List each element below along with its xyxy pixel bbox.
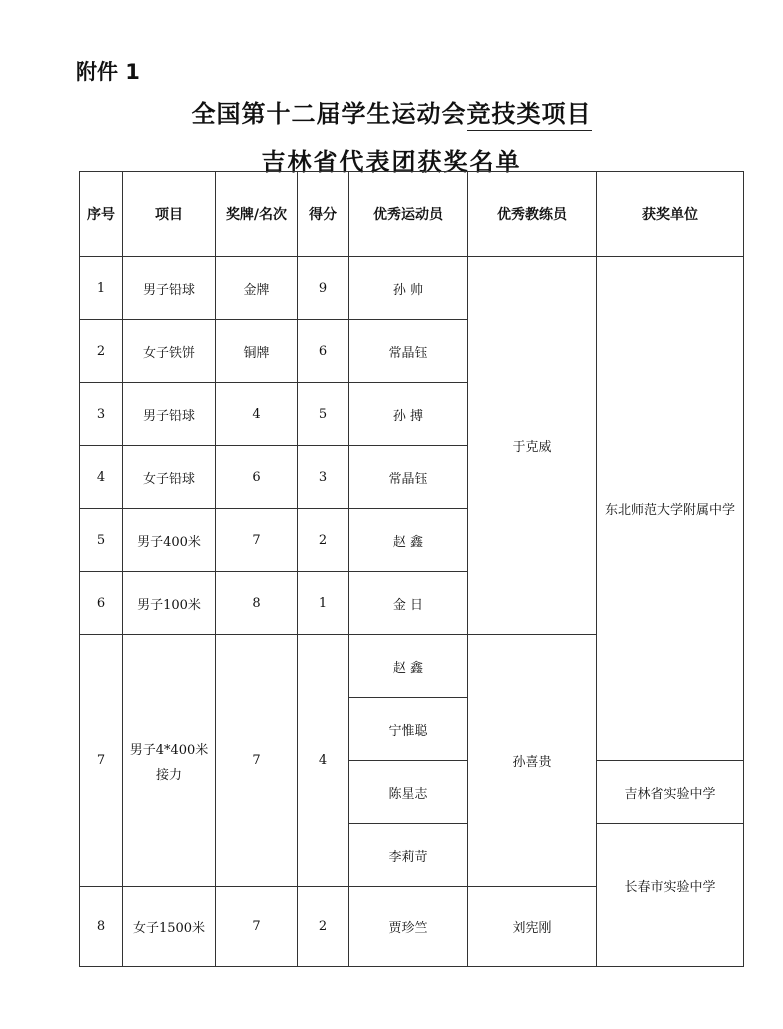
cell-coach: 于克威 [468,257,597,635]
cell-score: 1 [298,572,349,635]
cell-score: 6 [298,320,349,383]
cell-medal: 7 [216,887,298,967]
cell-unit: 长春市实验中学 [597,824,744,967]
cell-medal: 6 [216,446,298,509]
cell-event: 女子1500米 [123,887,216,967]
cell-score: 2 [298,887,349,967]
cell-medal: 8 [216,572,298,635]
cell-athlete: 宁惟聪 [349,698,468,761]
cell-event: 男子铅球 [123,383,216,446]
cell-no: 2 [80,320,123,383]
cell-medal: 铜牌 [216,320,298,383]
header-medal: 奖牌/名次 [216,172,298,257]
cell-medal: 7 [216,509,298,572]
cell-medal: 金牌 [216,257,298,320]
cell-no: 1 [80,257,123,320]
title-prefix: 全国第十二届学生运动会 [191,100,467,128]
award-table [79,171,744,967]
cell-athlete: 常晶钰 [349,320,468,383]
cell-score: 3 [298,446,349,509]
cell-event-line2: 接力 [155,767,182,783]
document-title [0,94,783,129]
header-no: 序号 [80,172,123,257]
cell-medal: 7 [216,635,298,887]
cell-no: 5 [80,509,123,572]
cell-unit: 东北师范大学附属中学 [597,257,744,761]
cell-score: 2 [298,509,349,572]
cell-no: 7 [80,635,123,887]
table-row [80,257,744,320]
cell-event: 男子400米 [123,509,216,572]
header-coach: 优秀教练员 [468,172,597,257]
cell-no: 8 [80,887,123,967]
cell-event-line1: 男子4*400米 [129,742,209,758]
cell-unit: 吉林省实验中学 [597,761,744,824]
cell-score: 4 [298,635,349,887]
cell-athlete: 陈星志 [349,761,468,824]
document-subtitle: 吉林省代表团获奖名单 [261,148,522,176]
cell-athlete: 李莉苛 [349,824,468,887]
cell-athlete: 孙 帅 [349,257,468,320]
cell-athlete: 赵 鑫 [349,509,468,572]
cell-no: 6 [80,572,123,635]
header-athletes: 优秀运动员 [349,172,468,257]
table-header-row [80,172,744,257]
cell-no: 4 [80,446,123,509]
cell-athlete: 孙 搏 [349,383,468,446]
cell-medal: 4 [216,383,298,446]
cell-coach: 孙喜贵 [468,635,597,887]
header-event: 项目 [123,172,216,257]
cell-athlete: 金 日 [349,572,468,635]
cell-score: 5 [298,383,349,446]
cell-event: 女子铅球 [123,446,216,509]
cell-event: 女子铁饼 [123,320,216,383]
cell-event: 男子100米 [123,572,216,635]
cell-athlete: 常晶钰 [349,446,468,509]
cell-event: 男子铅球 [123,257,216,320]
cell-athlete: 贾珍竺 [349,887,468,967]
cell-coach: 刘宪刚 [468,887,597,967]
cell-athlete: 赵 鑫 [349,635,468,698]
header-unit: 获奖单位 [597,172,744,257]
title-underlined: 竞技类项目 [467,100,592,131]
attachment-label: 附件 1 [76,60,140,84]
cell-event [123,635,216,887]
cell-no: 3 [80,383,123,446]
header-score: 得分 [298,172,349,257]
cell-score: 9 [298,257,349,320]
